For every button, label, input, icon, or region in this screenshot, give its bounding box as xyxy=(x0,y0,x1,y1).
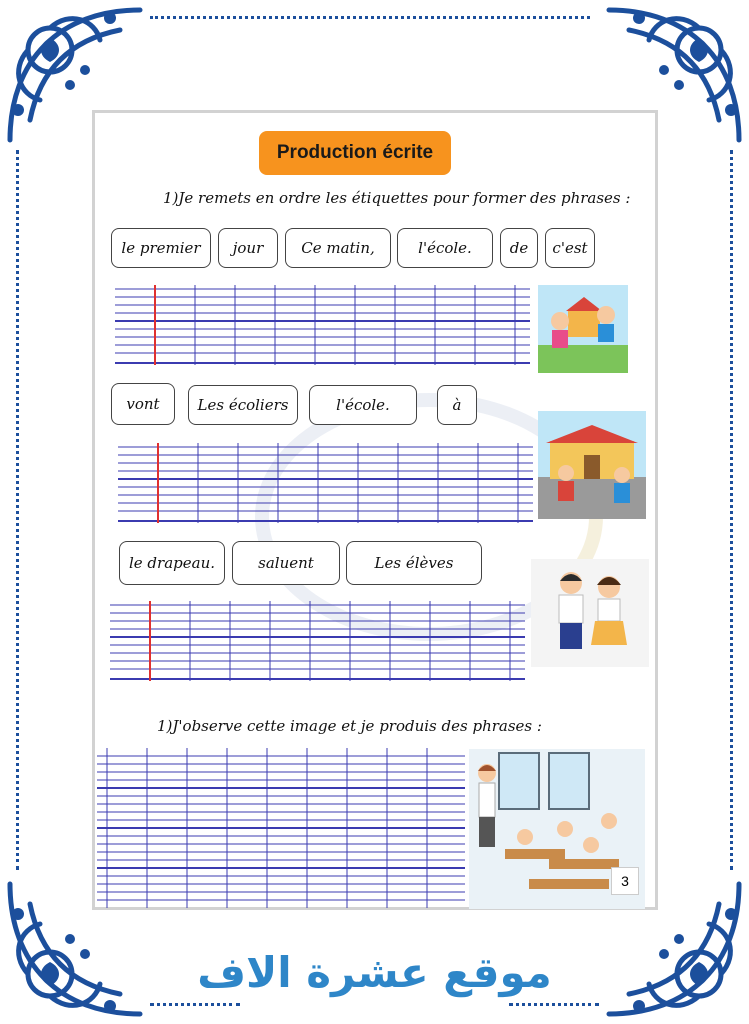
writing-lines[interactable] xyxy=(118,443,533,525)
word-tag[interactable]: Ce matin, xyxy=(285,228,391,268)
word-tag[interactable]: à xyxy=(437,385,477,425)
word-tag[interactable]: le drapeau. xyxy=(119,541,225,585)
worksheet-page xyxy=(92,110,658,910)
frame-dotted-top xyxy=(150,16,590,19)
word-tag[interactable]: saluent xyxy=(232,541,340,585)
frame-dotted-right xyxy=(730,150,733,870)
word-tag[interactable]: jour xyxy=(218,228,278,268)
word-tag[interactable]: le premier xyxy=(111,228,211,268)
site-watermark-text: موقع عشرة الاف xyxy=(197,948,552,997)
exercise1-instruction: 1)Je remets en ordre les étiquettes pour former des phrases : xyxy=(163,189,631,207)
word-tag[interactable]: Les élèves xyxy=(346,541,482,585)
page-number: 3 xyxy=(611,867,639,895)
word-tag[interactable]: l'école. xyxy=(397,228,493,268)
word-tag[interactable]: l'école. xyxy=(309,385,417,425)
frame-dotted-bottom-left xyxy=(150,1003,240,1006)
word-tag[interactable]: vont xyxy=(111,383,175,425)
writing-lines[interactable] xyxy=(115,285,530,367)
worksheet-title: Production écrite xyxy=(259,131,451,175)
word-tag[interactable]: c'est xyxy=(545,228,595,268)
illustration-children-saluting xyxy=(531,559,649,667)
illustration-school-building xyxy=(538,411,646,519)
frame-dotted-bottom-right xyxy=(509,1003,599,1006)
writing-lines[interactable] xyxy=(110,601,525,683)
word-tag[interactable]: de xyxy=(500,228,538,268)
frame-dotted-left xyxy=(16,150,19,870)
word-tag[interactable]: Les écoliers xyxy=(188,385,298,425)
illustration-children-running xyxy=(538,285,628,373)
writing-area[interactable] xyxy=(97,748,465,908)
exercise2-instruction: 1)J'observe cette image et je produis des phrases : xyxy=(157,717,542,735)
